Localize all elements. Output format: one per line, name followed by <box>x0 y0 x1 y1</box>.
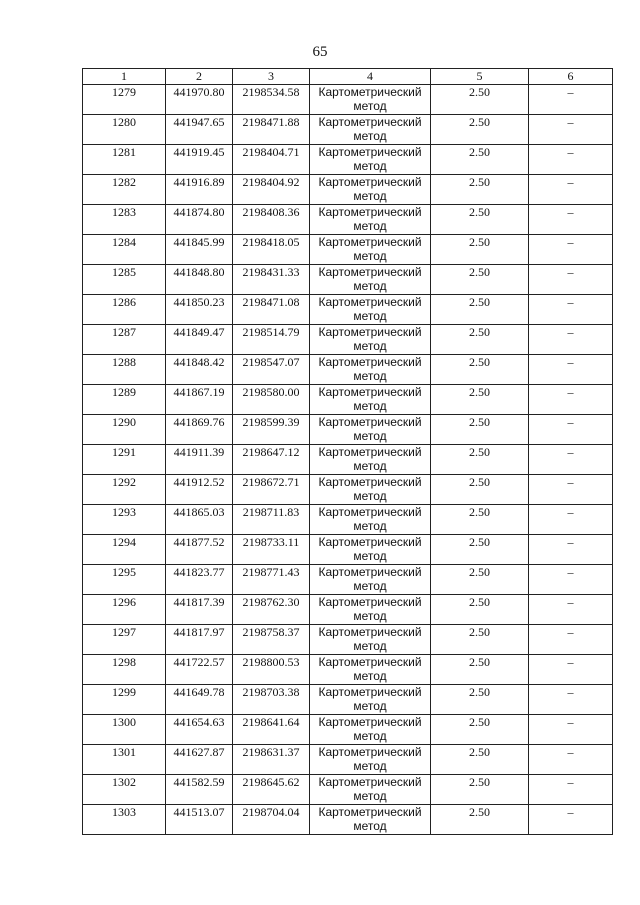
method-cell: Картометрический метод <box>310 385 431 415</box>
point-number-cell: 1292 <box>83 475 166 505</box>
method-cell: Картометрический метод <box>310 145 431 175</box>
x-coordinate-cell: 441848.42 <box>166 355 233 385</box>
note-cell: – <box>529 775 613 805</box>
y-coordinate-cell: 2198771.43 <box>233 565 310 595</box>
y-coordinate-cell: 2198631.37 <box>233 745 310 775</box>
note-cell: – <box>529 295 613 325</box>
method-cell: Картометрический метод <box>310 265 431 295</box>
method-cell: Картометрический метод <box>310 235 431 265</box>
table-row <box>83 565 613 595</box>
table-row <box>83 775 613 805</box>
note-cell: – <box>529 145 613 175</box>
page-number: 65 <box>312 44 328 60</box>
note-cell: – <box>529 715 613 745</box>
note-cell: – <box>529 355 613 385</box>
y-coordinate-cell: 2198762.30 <box>233 595 310 625</box>
note-cell: – <box>529 445 613 475</box>
accuracy-cell: 2.50 <box>431 685 529 715</box>
point-number-cell: 1282 <box>83 175 166 205</box>
method-cell: Картометрический метод <box>310 205 431 235</box>
x-coordinate-cell: 441845.99 <box>166 235 233 265</box>
y-coordinate-cell: 2198800.53 <box>233 655 310 685</box>
table-row <box>83 355 613 385</box>
note-cell: – <box>529 385 613 415</box>
accuracy-cell: 2.50 <box>431 805 529 835</box>
y-coordinate-cell: 2198404.92 <box>233 175 310 205</box>
table-row <box>83 625 613 655</box>
accuracy-cell: 2.50 <box>431 475 529 505</box>
x-coordinate-cell: 441912.52 <box>166 475 233 505</box>
table-row <box>83 85 613 115</box>
note-cell: – <box>529 655 613 685</box>
point-number-cell: 1298 <box>83 655 166 685</box>
x-coordinate-cell: 441654.63 <box>166 715 233 745</box>
accuracy-cell: 2.50 <box>431 505 529 535</box>
accuracy-cell: 2.50 <box>431 115 529 145</box>
accuracy-cell: 2.50 <box>431 565 529 595</box>
x-coordinate-cell: 441867.19 <box>166 385 233 415</box>
column-header: 5 <box>431 69 529 85</box>
method-cell: Картометрический метод <box>310 175 431 205</box>
coordinates-table <box>82 68 613 835</box>
point-number-cell: 1283 <box>83 205 166 235</box>
y-coordinate-cell: 2198431.33 <box>233 265 310 295</box>
point-number-cell: 1281 <box>83 145 166 175</box>
note-cell: – <box>529 595 613 625</box>
method-cell: Картометрический метод <box>310 445 431 475</box>
y-coordinate-cell: 2198408.36 <box>233 205 310 235</box>
accuracy-cell: 2.50 <box>431 655 529 685</box>
note-cell: – <box>529 205 613 235</box>
point-number-cell: 1297 <box>83 625 166 655</box>
note-cell: – <box>529 565 613 595</box>
method-cell: Картометрический метод <box>310 295 431 325</box>
point-number-cell: 1299 <box>83 685 166 715</box>
method-cell: Картометрический метод <box>310 805 431 835</box>
point-number-cell: 1302 <box>83 775 166 805</box>
point-number-cell: 1287 <box>83 325 166 355</box>
x-coordinate-cell: 441877.52 <box>166 535 233 565</box>
x-coordinate-cell: 441627.87 <box>166 745 233 775</box>
method-cell: Картометрический метод <box>310 565 431 595</box>
point-number-cell: 1294 <box>83 535 166 565</box>
accuracy-cell: 2.50 <box>431 265 529 295</box>
point-number-cell: 1291 <box>83 445 166 475</box>
x-coordinate-cell: 441823.77 <box>166 565 233 595</box>
table-row <box>83 205 613 235</box>
note-cell: – <box>529 745 613 775</box>
column-header: 3 <box>233 69 310 85</box>
table-row <box>83 415 613 445</box>
y-coordinate-cell: 2198647.12 <box>233 445 310 475</box>
method-cell: Картометрический метод <box>310 85 431 115</box>
note-cell: – <box>529 535 613 565</box>
point-number-cell: 1286 <box>83 295 166 325</box>
y-coordinate-cell: 2198703.38 <box>233 685 310 715</box>
note-cell: – <box>529 475 613 505</box>
table-row <box>83 445 613 475</box>
x-coordinate-cell: 441850.23 <box>166 295 233 325</box>
accuracy-cell: 2.50 <box>431 625 529 655</box>
accuracy-cell: 2.50 <box>431 235 529 265</box>
x-coordinate-cell: 441947.65 <box>166 115 233 145</box>
note-cell: – <box>529 685 613 715</box>
x-coordinate-cell: 441865.03 <box>166 505 233 535</box>
note-cell: – <box>529 175 613 205</box>
x-coordinate-cell: 441513.07 <box>166 805 233 835</box>
point-number-cell: 1301 <box>83 745 166 775</box>
table-row <box>83 745 613 775</box>
table-row <box>83 235 613 265</box>
x-coordinate-cell: 441919.45 <box>166 145 233 175</box>
note-cell: – <box>529 325 613 355</box>
x-coordinate-cell: 441848.80 <box>166 265 233 295</box>
y-coordinate-cell: 2198418.05 <box>233 235 310 265</box>
point-number-cell: 1303 <box>83 805 166 835</box>
method-cell: Картометрический метод <box>310 685 431 715</box>
y-coordinate-cell: 2198471.08 <box>233 295 310 325</box>
table-row <box>83 175 613 205</box>
x-coordinate-cell: 441817.97 <box>166 625 233 655</box>
x-coordinate-cell: 441849.47 <box>166 325 233 355</box>
accuracy-cell: 2.50 <box>431 205 529 235</box>
y-coordinate-cell: 2198704.04 <box>233 805 310 835</box>
method-cell: Картометрический метод <box>310 595 431 625</box>
accuracy-cell: 2.50 <box>431 445 529 475</box>
table-row <box>83 145 613 175</box>
table-row <box>83 715 613 745</box>
note-cell: – <box>529 625 613 655</box>
table-row <box>83 385 613 415</box>
accuracy-cell: 2.50 <box>431 535 529 565</box>
column-header: 6 <box>529 69 613 85</box>
accuracy-cell: 2.50 <box>431 715 529 745</box>
x-coordinate-cell: 441869.76 <box>166 415 233 445</box>
point-number-cell: 1284 <box>83 235 166 265</box>
x-coordinate-cell: 441817.39 <box>166 595 233 625</box>
x-coordinate-cell: 441649.78 <box>166 685 233 715</box>
point-number-cell: 1295 <box>83 565 166 595</box>
point-number-cell: 1285 <box>83 265 166 295</box>
accuracy-cell: 2.50 <box>431 385 529 415</box>
method-cell: Картометрический метод <box>310 745 431 775</box>
method-cell: Картометрический метод <box>310 505 431 535</box>
point-number-cell: 1289 <box>83 385 166 415</box>
y-coordinate-cell: 2198534.58 <box>233 85 310 115</box>
method-cell: Картометрический метод <box>310 115 431 145</box>
y-coordinate-cell: 2198547.07 <box>233 355 310 385</box>
note-cell: – <box>529 415 613 445</box>
y-coordinate-cell: 2198645.62 <box>233 775 310 805</box>
column-header: 2 <box>166 69 233 85</box>
y-coordinate-cell: 2198599.39 <box>233 415 310 445</box>
note-cell: – <box>529 85 613 115</box>
method-cell: Картометрический метод <box>310 625 431 655</box>
y-coordinate-cell: 2198711.83 <box>233 505 310 535</box>
note-cell: – <box>529 265 613 295</box>
method-cell: Картометрический метод <box>310 325 431 355</box>
x-coordinate-cell: 441874.80 <box>166 205 233 235</box>
y-coordinate-cell: 2198580.00 <box>233 385 310 415</box>
y-coordinate-cell: 2198404.71 <box>233 145 310 175</box>
table-row <box>83 115 613 145</box>
accuracy-cell: 2.50 <box>431 295 529 325</box>
accuracy-cell: 2.50 <box>431 595 529 625</box>
accuracy-cell: 2.50 <box>431 745 529 775</box>
point-number-cell: 1288 <box>83 355 166 385</box>
accuracy-cell: 2.50 <box>431 415 529 445</box>
note-cell: – <box>529 805 613 835</box>
column-header: 1 <box>83 69 166 85</box>
x-coordinate-cell: 441916.89 <box>166 175 233 205</box>
note-cell: – <box>529 115 613 145</box>
table-row <box>83 265 613 295</box>
accuracy-cell: 2.50 <box>431 325 529 355</box>
y-coordinate-cell: 2198641.64 <box>233 715 310 745</box>
method-cell: Картометрический метод <box>310 475 431 505</box>
method-cell: Картометрический метод <box>310 355 431 385</box>
x-coordinate-cell: 441722.57 <box>166 655 233 685</box>
method-cell: Картометрический метод <box>310 535 431 565</box>
table-row <box>83 685 613 715</box>
table-row <box>83 535 613 565</box>
table-row <box>83 325 613 355</box>
x-coordinate-cell: 441970.80 <box>166 85 233 115</box>
table-row <box>83 505 613 535</box>
point-number-cell: 1280 <box>83 115 166 145</box>
accuracy-cell: 2.50 <box>431 175 529 205</box>
table-row <box>83 295 613 325</box>
y-coordinate-cell: 2198471.88 <box>233 115 310 145</box>
y-coordinate-cell: 2198672.71 <box>233 475 310 505</box>
point-number-cell: 1279 <box>83 85 166 115</box>
accuracy-cell: 2.50 <box>431 85 529 115</box>
note-cell: – <box>529 235 613 265</box>
note-cell: – <box>529 505 613 535</box>
accuracy-cell: 2.50 <box>431 355 529 385</box>
y-coordinate-cell: 2198514.79 <box>233 325 310 355</box>
accuracy-cell: 2.50 <box>431 775 529 805</box>
y-coordinate-cell: 2198758.37 <box>233 625 310 655</box>
table-row <box>83 805 613 835</box>
point-number-cell: 1290 <box>83 415 166 445</box>
accuracy-cell: 2.50 <box>431 145 529 175</box>
table-body <box>83 85 613 835</box>
method-cell: Картометрический метод <box>310 655 431 685</box>
x-coordinate-cell: 441582.59 <box>166 775 233 805</box>
column-header: 4 <box>310 69 431 85</box>
table-row <box>83 595 613 625</box>
x-coordinate-cell: 441911.39 <box>166 445 233 475</box>
point-number-cell: 1296 <box>83 595 166 625</box>
point-number-cell: 1293 <box>83 505 166 535</box>
table-header-row <box>83 69 613 85</box>
y-coordinate-cell: 2198733.11 <box>233 535 310 565</box>
method-cell: Картометрический метод <box>310 415 431 445</box>
table-row <box>83 475 613 505</box>
table-row <box>83 655 613 685</box>
method-cell: Картометрический метод <box>310 715 431 745</box>
method-cell: Картометрический метод <box>310 775 431 805</box>
point-number-cell: 1300 <box>83 715 166 745</box>
